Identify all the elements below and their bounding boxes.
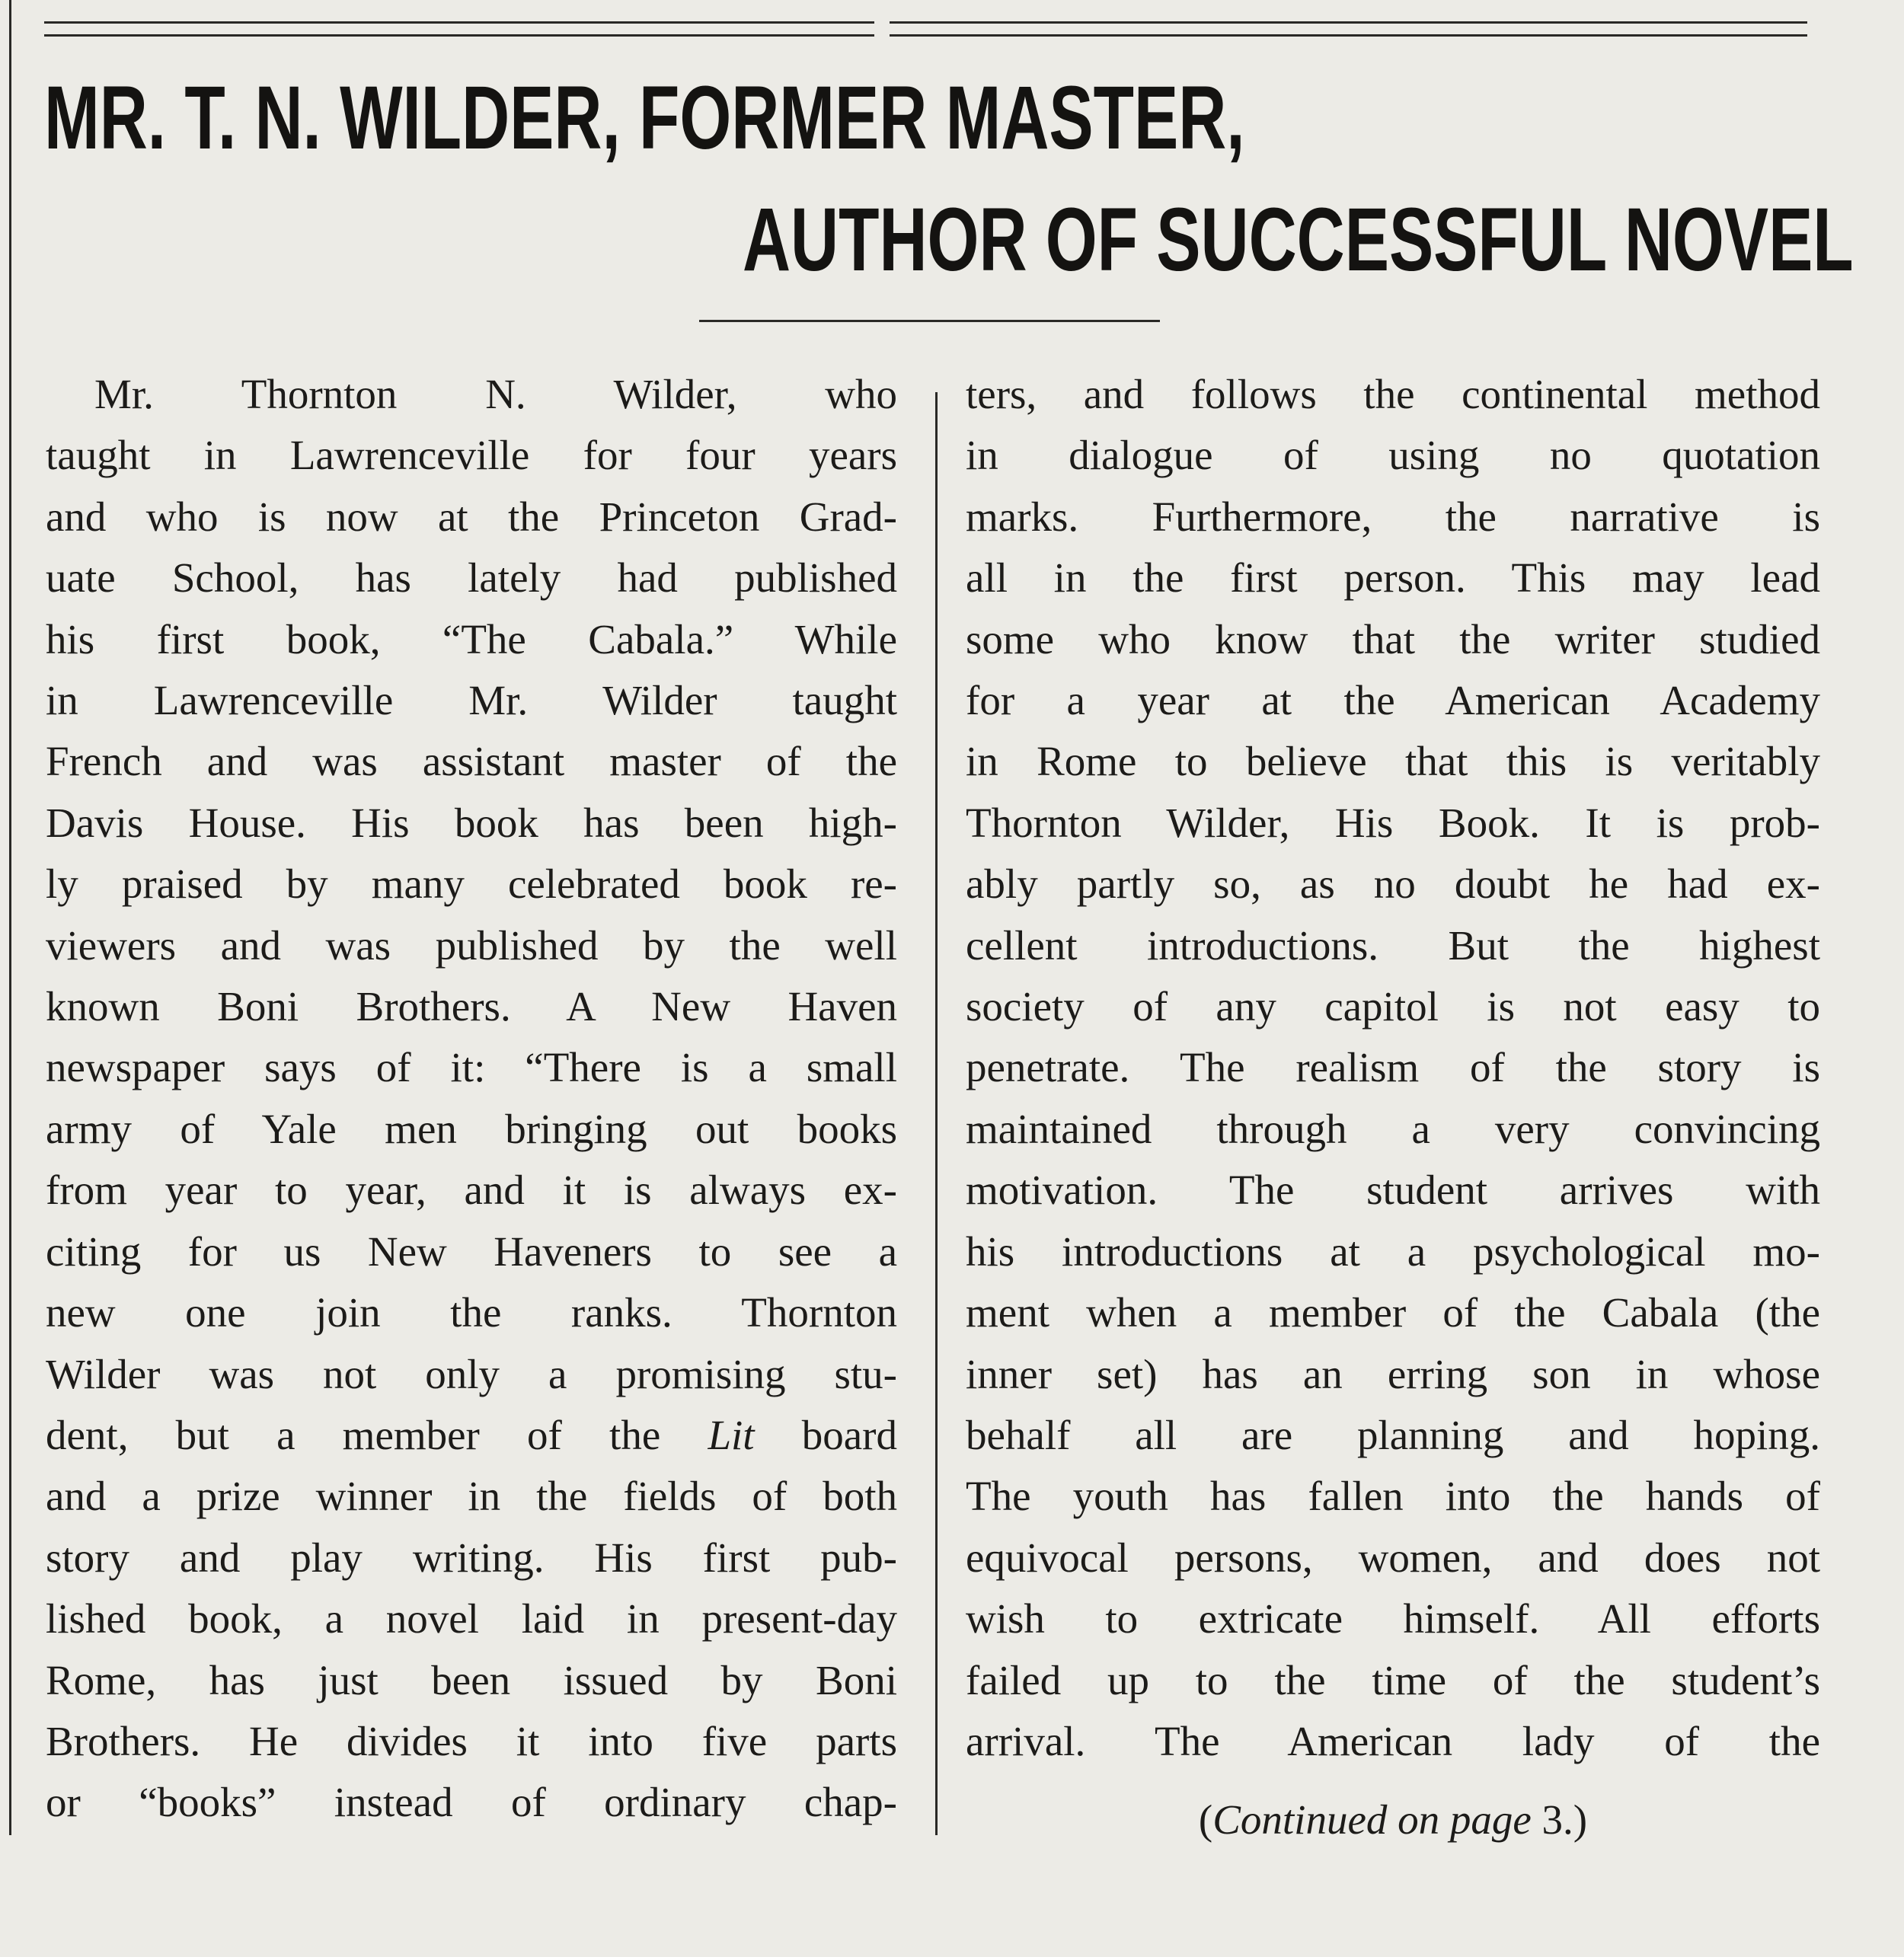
article-line: inner set) has an erring son in whose [966,1350,1820,1397]
article-line: and who is now at the Princeton Grad- [46,493,897,540]
article-line: all in the first person. This may lead [966,554,1820,602]
headline-line-2: AUTHOR OF SUCCESSFUL NOVEL [743,190,1854,290]
article-line: his first book, “The Cabala.” While [46,615,897,662]
article-line: his introductions at a psychological mo- [966,1228,1820,1275]
article-line: failed up to the time of the student’s [966,1656,1820,1703]
article-line: in Lawrenceville Mr. Wilder taught [46,677,897,724]
continued-page-number: 3.) [1541,1796,1588,1843]
article-line: ters, and follows the continental method [966,371,1820,417]
article-right-column [966,364,1820,1772]
article-line: Mr. Thornton N. Wilder, who [94,371,897,417]
article-line: for a year at the American Academy [966,677,1820,724]
article-line: cellent introductions. But the highest [966,921,1820,969]
article-line: Davis House. His book has been high- [46,799,897,846]
article-line: dent, but a member of the Lit board [46,1411,898,1458]
article-line: uate School, has lately had published [46,554,897,602]
article-line: arrival. The American lady of the [966,1717,1820,1764]
article-line: or “books” instead of ordinary chap- [46,1779,897,1826]
article-line: viewers and was published by the well [46,921,897,969]
article-line: French and was assistant master of the [46,738,897,785]
article-line: lished book, a novel laid in present-day [46,1595,897,1643]
article-line: motivation. The student arrives with [966,1167,1820,1214]
article-line: wish to extricate himself. All efforts [966,1595,1820,1643]
top-double-rule-right [890,21,1807,37]
headline-line-1: MR. T. N. WILDER, FORMER MASTER, [44,68,1245,168]
article-line: new one join the ranks. Thornton [46,1289,897,1336]
article-line: behalf all are planning and hoping. [966,1411,1820,1458]
article-line: and a prize winner in the fields of both [46,1473,897,1520]
headline-rule [699,320,1160,322]
column-divider [935,392,938,1835]
article-line: Brothers. He divides it into five parts [46,1717,897,1764]
article-line: equivocal persons, women, and does not [966,1534,1820,1581]
article-line: army of Yale men bringing out books [46,1105,897,1152]
continued-note [966,1789,1820,1850]
continued-open-paren: ( [1198,1796,1213,1843]
article-line: Rome, has just been issued by Boni [46,1656,897,1703]
article-line: in Rome to believe that this is veritably [966,738,1820,785]
left-border-rule [9,0,11,1835]
top-double-rule-left [44,21,874,37]
continued-label: Continued on page [1212,1796,1532,1843]
article-line: newspaper says of it: “There is a small [46,1044,897,1091]
article-line: story and play writing. His first pub- [46,1534,897,1581]
article-line: marks. Furthermore, the narrative is [966,493,1820,540]
article-line: taught in Lawrenceville for four years [46,432,897,479]
article-line: penetrate. The realism of the story is [966,1044,1820,1091]
article-line: ly praised by many celebrated book re- [46,860,897,908]
article-line: The youth has fallen into the hands of [966,1473,1820,1520]
magazine-title: Lit [708,1411,755,1458]
article-line: known Boni Brothers. A New Haven [46,983,897,1030]
article-line: society of any capitol is not easy to [966,983,1820,1030]
article-line: Wilder was not only a promising stu- [46,1350,897,1397]
article-line: citing for us New Haveners to see a [46,1228,897,1275]
article-line: Thornton Wilder, His Book. It is prob- [966,799,1820,846]
article-line: ment when a member of the Cabala (the [966,1289,1820,1336]
article-left-column [46,364,897,1834]
article-line: ably partly so, as no doubt he had ex- [966,860,1820,908]
article-line: some who know that the writer studied [966,615,1820,662]
article-line: in dialogue of using no quotation [966,432,1820,479]
article-line: from year to year, and it is always ex- [46,1167,897,1214]
article-line: maintained through a very convincing [966,1105,1820,1152]
